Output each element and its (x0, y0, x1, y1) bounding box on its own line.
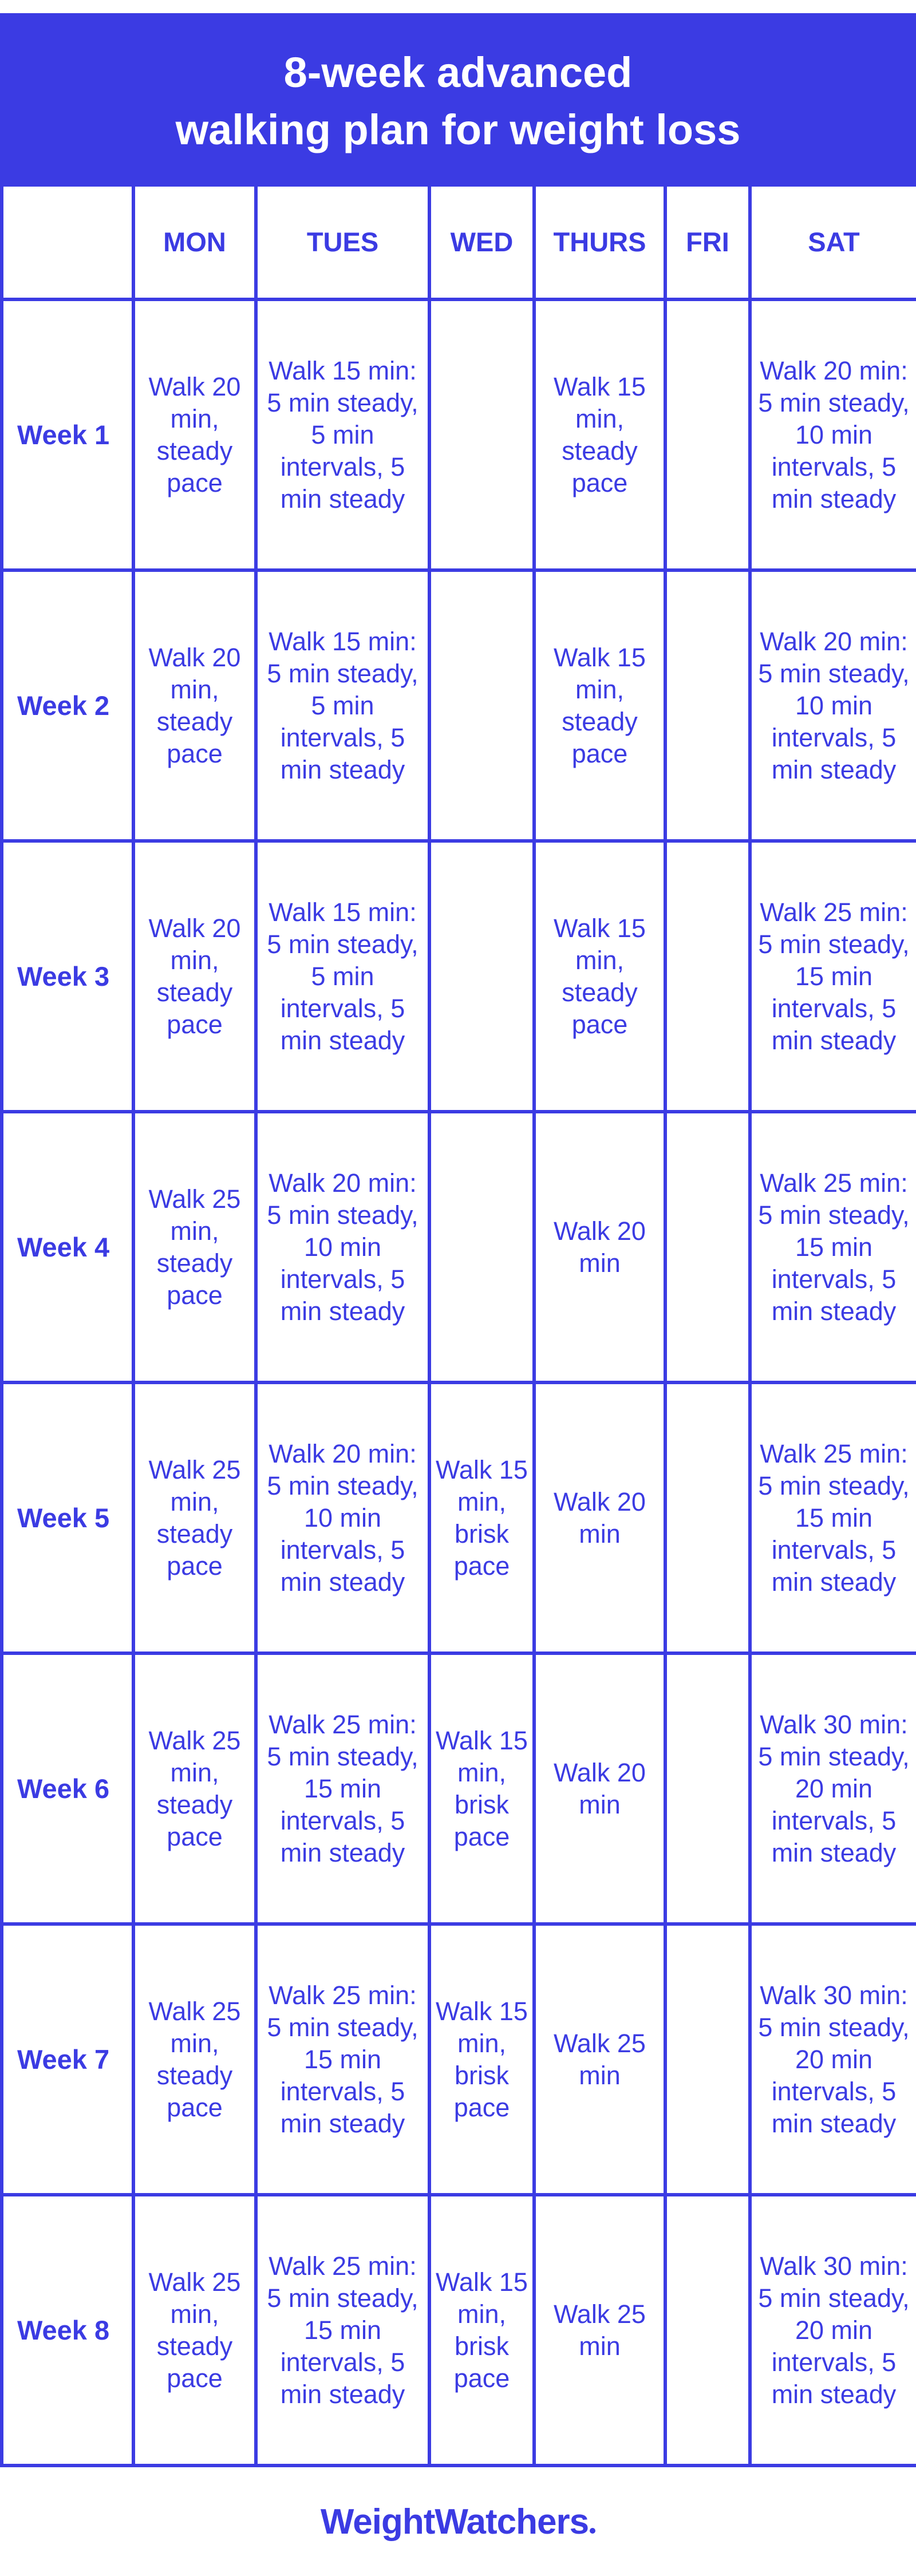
cell-thurs: Walk 25 min (534, 1924, 665, 2195)
cell-mon: Walk 25 min, steady pace (133, 1924, 256, 2195)
week-label: Week 8 (2, 2195, 133, 2466)
cell-mon: Walk 25 min, steady pace (133, 1112, 256, 1382)
cell-tues: Walk 15 min: 5 min steady, 5 min intervals, 5 min steady (256, 570, 429, 841)
cell-sat: Walk 30 min: 5 min steady, 20 min intervals, 5 min steady (750, 2195, 916, 2466)
title-line-1: 8-week advanced (283, 48, 633, 96)
cell-tues: Walk 25 min: 5 min steady, 15 min intervals, 5 min steady (256, 2195, 429, 2466)
cell-thurs: Walk 15 min, steady pace (534, 570, 665, 841)
footer (0, 2467, 916, 2576)
table-row-week-1 (2, 299, 916, 570)
title-banner (0, 13, 916, 183)
cell-sat: Walk 25 min: 5 min steady, 15 min intervals, 5 min steady (750, 841, 916, 1112)
cell-sat: Walk 25 min: 5 min steady, 15 min intervals, 5 min steady (750, 1112, 916, 1382)
cell-mon: Walk 25 min, steady pace (133, 1653, 256, 1924)
cell-wed: Walk 15 min, brisk pace (429, 1653, 534, 1924)
logo-text: WeightWatchers (320, 2502, 589, 2542)
week-label: Week 1 (2, 299, 133, 570)
cell-thurs: Walk 15 min, steady pace (534, 299, 665, 570)
table-row-week-2 (2, 570, 916, 841)
cell-wed: Walk 15 min, brisk pace (429, 2195, 534, 2466)
cell-wed: Walk 15 min, brisk pace (429, 1382, 534, 1653)
cell-thurs: Walk 20 min (534, 1382, 665, 1653)
title-line-2: walking plan for weight loss (175, 105, 741, 153)
cell-mon: Walk 25 min, steady pace (133, 1382, 256, 1653)
cell-wed: Walk 15 min, brisk pace (429, 1924, 534, 2195)
header-thurs: THURS (534, 185, 665, 299)
cell-sat: Walk 30 min: 5 min steady, 20 min intervals, 5 min steady (750, 1924, 916, 2195)
cell-fri (665, 2195, 750, 2466)
cell-wed (429, 570, 534, 841)
cell-fri (665, 299, 750, 570)
cell-fri (665, 1924, 750, 2195)
cell-tues: Walk 15 min: 5 min steady, 5 min intervals, 5 min steady (256, 299, 429, 570)
header-row (2, 185, 916, 299)
week-label: Week 6 (2, 1653, 133, 1924)
table-row-week-3 (2, 841, 916, 1112)
cell-fri (665, 1112, 750, 1382)
cell-thurs: Walk 25 min (534, 2195, 665, 2466)
cell-mon: Walk 25 min, steady pace (133, 2195, 256, 2466)
cell-thurs: Walk 20 min (534, 1653, 665, 1924)
week-label: Week 7 (2, 1924, 133, 2195)
week-label: Week 5 (2, 1382, 133, 1653)
cell-tues: Walk 25 min: 5 min steady, 15 min intervals, 5 min steady (256, 1924, 429, 2195)
cell-sat: Walk 20 min: 5 min steady, 10 min intervals, 5 min steady (750, 299, 916, 570)
weightwatchers-logo (321, 2502, 595, 2542)
cell-sat: Walk 20 min: 5 min steady, 10 min intervals, 5 min steady (750, 570, 916, 841)
cell-fri (665, 841, 750, 1112)
cell-mon: Walk 20 min, steady pace (133, 841, 256, 1112)
cell-mon: Walk 20 min, steady pace (133, 570, 256, 841)
table-row-week-7 (2, 1924, 916, 2195)
header-tues: TUES (256, 185, 429, 299)
cell-mon: Walk 20 min, steady pace (133, 299, 256, 570)
table-row-week-6 (2, 1653, 916, 1924)
cell-fri (665, 1382, 750, 1653)
week-label: Week 2 (2, 570, 133, 841)
table-row-week-4 (2, 1112, 916, 1382)
week-label: Week 4 (2, 1112, 133, 1382)
week-label: Week 3 (2, 841, 133, 1112)
cell-sat: Walk 30 min: 5 min steady, 20 min intervals, 5 min steady (750, 1653, 916, 1924)
header-mon: MON (133, 185, 256, 299)
cell-sat: Walk 25 min: 5 min steady, 15 min intervals, 5 min steady (750, 1382, 916, 1653)
header-fri: FRI (665, 185, 750, 299)
cell-fri (665, 570, 750, 841)
header-week-column (2, 185, 133, 299)
header-wed: WED (429, 185, 534, 299)
cell-wed (429, 841, 534, 1112)
table-row-week-8 (2, 2195, 916, 2466)
cell-tues: Walk 20 min: 5 min steady, 10 min intervals, 5 min steady (256, 1382, 429, 1653)
cell-tues: Walk 20 min: 5 min steady, 10 min intervals, 5 min steady (256, 1112, 429, 1382)
walking-plan-table (0, 183, 916, 2467)
cell-tues: Walk 25 min: 5 min steady, 15 min intervals, 5 min steady (256, 1653, 429, 1924)
table-row-week-5 (2, 1382, 916, 1653)
cell-thurs: Walk 15 min, steady pace (534, 841, 665, 1112)
logo-dot-icon (590, 2528, 595, 2534)
cell-tues: Walk 15 min: 5 min steady, 5 min intervals, 5 min steady (256, 841, 429, 1112)
cell-wed (429, 1112, 534, 1382)
header-sat: SAT (750, 185, 916, 299)
cell-wed (429, 299, 534, 570)
cell-thurs: Walk 20 min (534, 1112, 665, 1382)
cell-fri (665, 1653, 750, 1924)
